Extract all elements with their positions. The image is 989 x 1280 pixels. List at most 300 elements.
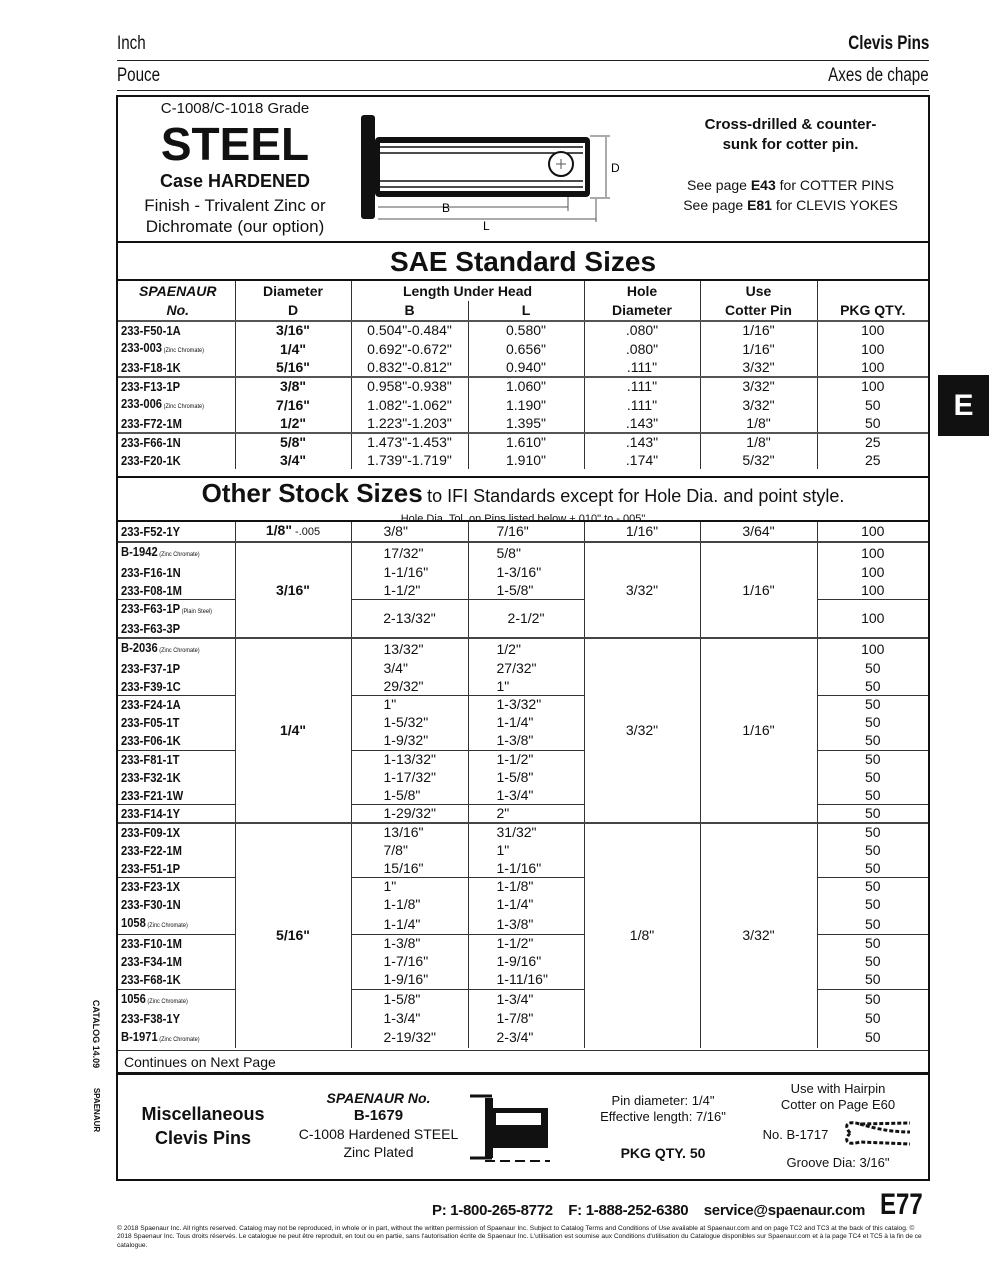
part-number-text: 233-F63-3P	[121, 620, 181, 636]
length-l: 1"	[468, 677, 584, 695]
pkg-qty: 25	[817, 433, 928, 451]
part-number	[118, 677, 235, 695]
see-cotter-pins[interactable]: See page E43 for COTTER PINS	[687, 177, 894, 193]
col-no: No.	[166, 302, 190, 318]
header-title-fr: Axes de chape	[828, 65, 929, 86]
part-number-wrap	[121, 339, 204, 359]
part-number-wrap	[121, 805, 180, 822]
diameter: 1/2"	[235, 415, 351, 433]
diameter: 3/4"	[235, 451, 351, 469]
table-row	[118, 433, 928, 451]
length-l: 1-5/8"	[468, 768, 584, 786]
part-number-text: 233-F66-1N	[121, 435, 181, 450]
part-number-text: 233-006	[121, 396, 163, 411]
product-box	[116, 95, 930, 1181]
length-l: 1-1/16"	[468, 859, 584, 877]
finish-note: (Plain Steel)	[180, 607, 213, 615]
cotter-pin: 1/8"	[700, 433, 817, 451]
length-l: 0.940"	[468, 359, 584, 377]
part-number-wrap	[121, 1010, 180, 1027]
pkg-qty: 100	[817, 638, 928, 659]
length-l: 1"	[468, 841, 584, 859]
part-number-wrap	[121, 953, 182, 970]
feature-note	[658, 115, 923, 155]
hole-diameter: .080"	[584, 339, 700, 359]
diameter: 1/4"	[235, 638, 351, 823]
hole-diameter: .080"	[584, 321, 700, 339]
pkg-qty: 50	[817, 677, 928, 695]
side-brand	[86, 990, 116, 1133]
part-number	[118, 522, 235, 542]
divider	[117, 60, 929, 61]
part-number	[118, 935, 235, 953]
part-number-text: 233-F06-1K	[121, 733, 181, 749]
finish-line2: Dichromate (our option)	[145, 217, 325, 236]
table-row	[118, 359, 928, 377]
finish-note: (Zinc Chromate)	[145, 922, 188, 929]
part-number	[118, 989, 235, 1010]
treatment: Case HARDENED	[159, 171, 311, 191]
pkg-qty: 50	[817, 841, 928, 859]
part-number-wrap	[121, 935, 182, 952]
finish-note: (Zinc Chromate)	[157, 551, 200, 558]
other-sizes-table	[118, 522, 928, 1048]
part-number	[118, 638, 235, 659]
part-number-wrap	[121, 860, 180, 877]
part-number-wrap	[121, 971, 181, 988]
length-l: 1.910"	[468, 451, 584, 469]
part-number	[118, 395, 235, 415]
part-number-wrap	[121, 769, 181, 786]
pkg-qty: 50	[817, 714, 928, 732]
part-number-text: 233-F52-1Y	[121, 524, 181, 539]
misc-clevis-pins	[118, 1072, 928, 1179]
length-b: 29/32"	[351, 677, 468, 695]
diameter: 3/16"	[235, 542, 351, 638]
col-hole-dia: Diameter	[584, 301, 700, 321]
length-b: 1-1/8"	[351, 896, 468, 914]
part-number-wrap	[121, 751, 179, 768]
part-number-wrap	[121, 678, 181, 695]
part-number-text: 233-F22-1M	[121, 842, 182, 858]
length-b: 1-9/16"	[351, 971, 468, 989]
hairpin-number: No. B-1717	[762, 1127, 829, 1142]
header-unit-fr: Pouce	[117, 65, 161, 86]
pkg-qty: 100	[817, 542, 928, 563]
pkg-qty: 50	[817, 805, 928, 824]
part-number	[118, 768, 235, 786]
part-number-text: 233-F72-1M	[121, 416, 182, 431]
tolerance-note: Hole Dia. Tol. on Pins listed below +.010" to -.005"	[400, 513, 646, 525]
misc-pkg-qty: PKG QTY. 50	[620, 1145, 706, 1161]
part-number	[118, 971, 235, 989]
finish-line1: Finish - Trivalent Zinc or	[144, 196, 326, 215]
part-number-text: 233-F34-1M	[121, 954, 182, 970]
part-number	[118, 859, 235, 877]
diameter: 7/16"	[235, 395, 351, 415]
cotter-pin: 3/32"	[700, 359, 817, 377]
col-spaenaur: SPAENAUR	[138, 282, 217, 299]
part-number-wrap	[121, 582, 182, 599]
hole-diameter: .111"	[584, 377, 700, 395]
part-number-text: 233-F16-1N	[121, 564, 181, 580]
length-l: 0.656"	[468, 339, 584, 359]
length-l: 7/16"	[468, 522, 584, 542]
finish-note: (Zinc Chromate)	[145, 997, 188, 1005]
pkg-qty: 50	[817, 659, 928, 677]
hole-diameter: 3/32"	[584, 638, 700, 823]
part-number-wrap	[121, 842, 182, 859]
length-l: 1-3/8"	[468, 732, 584, 750]
part-number	[118, 359, 235, 377]
part-number-text: 233-F68-1K	[121, 972, 181, 988]
pkg-qty: 50	[817, 953, 928, 971]
part-number-wrap	[121, 878, 180, 895]
diameter: 3/16"	[235, 321, 351, 339]
part-number	[118, 786, 235, 804]
cotter-pin: 1/8"	[700, 415, 817, 433]
length-l: 1-1/2"	[468, 935, 584, 953]
pkg-qty: 100	[817, 581, 928, 599]
length-b: 1.739"-1.719"	[351, 451, 468, 469]
finish-note: (Zinc Chromate)	[157, 647, 200, 655]
part-number-text: B-1942	[121, 544, 158, 559]
pkg-qty: 50	[817, 415, 928, 433]
part-number-wrap	[121, 620, 180, 637]
length-l: 31/32"	[468, 823, 584, 841]
misc-title: Miscellaneous Clevis Pins	[141, 1104, 265, 1148]
length-b: 17/32"	[351, 542, 468, 563]
cotter-pin: 1/16"	[700, 339, 817, 359]
pkg-qty: 50	[817, 1010, 928, 1028]
length-b: 1-5/32"	[351, 714, 468, 732]
length-b: 3/4"	[351, 659, 468, 677]
length-l: 0.580"	[468, 321, 584, 339]
part-number-text: 233-F08-1M	[121, 582, 182, 598]
catalog-version: CATALOG 14.09	[91, 999, 101, 1069]
part-number-wrap	[121, 452, 181, 469]
col-diameter: Diameter	[235, 281, 351, 301]
part-number	[118, 841, 235, 859]
part-number	[118, 659, 235, 677]
header-unit-en: Inch	[117, 33, 146, 54]
label-b: B	[442, 201, 451, 215]
phone[interactable]: P: 1-800-265-8772	[431, 1202, 553, 1219]
cotter-pin: 3/32"	[700, 823, 817, 1048]
cotter-pin: 1/16"	[700, 638, 817, 823]
grade: C-1008/C-1018 Grade	[160, 100, 310, 117]
diameter-tolerance: -.005	[291, 526, 321, 538]
hole-diameter: .174"	[584, 451, 700, 469]
pkg-qty: 50	[817, 695, 928, 713]
length-b: 1-7/16"	[351, 953, 468, 971]
part-number-wrap	[121, 378, 180, 395]
pkg-qty: 50	[817, 1028, 928, 1048]
hairpin-note: Use with Hairpin Cotter on Page E60	[780, 1081, 896, 1112]
part-number	[118, 599, 235, 620]
label-d: D	[611, 161, 620, 175]
see-clevis-yokes[interactable]: See page E81 for CLEVIS YOKES	[683, 197, 898, 213]
pkg-qty: 100	[817, 599, 928, 638]
finish-note: (Zinc Chromate)	[162, 347, 204, 354]
table-row	[118, 415, 928, 433]
part-number	[118, 620, 235, 638]
cotter-pin: 3/64"	[700, 522, 817, 542]
part-number-wrap	[121, 639, 200, 659]
part-number-text: 233-F21-1W	[121, 787, 184, 803]
part-number-text: 233-F13-1P	[121, 379, 181, 394]
pkg-qty: 50	[817, 914, 928, 935]
length-l: 1.060"	[468, 377, 584, 395]
hairpin-cotter-icon	[840, 1118, 915, 1148]
col-length: Length Under Head	[351, 281, 584, 301]
part-number-wrap	[121, 732, 181, 749]
diameter: 5/16"	[235, 359, 351, 377]
sae-section-title: SAE Standard Sizes	[118, 243, 928, 281]
part-number	[118, 732, 235, 750]
finish-note: (Zinc Chromate)	[162, 403, 204, 410]
pkg-qty: 50	[817, 989, 928, 1010]
length-l: 2-3/4"	[468, 1028, 584, 1048]
misc-pin-drawing	[470, 1093, 560, 1163]
part-number	[118, 321, 235, 339]
part-number-wrap	[121, 714, 179, 731]
length-b: 1-29/32"	[351, 805, 468, 824]
part-number-text: 1058	[121, 915, 146, 930]
cotter-pin: 3/32"	[700, 395, 817, 415]
sae-sizes-table	[118, 281, 928, 469]
part-number	[118, 714, 235, 732]
length-l: 1.395"	[468, 415, 584, 433]
part-number-text: 233-F81-1T	[121, 751, 180, 767]
part-number	[118, 750, 235, 768]
length-b: 1-3/8"	[351, 935, 468, 953]
part-number-text: 233-F37-1P	[121, 660, 181, 676]
part-number-text: 233-F05-1T	[121, 715, 180, 731]
part-number-wrap	[121, 914, 188, 934]
page-number: E77	[880, 1188, 923, 1221]
part-number-text: 233-F18-1K	[121, 360, 181, 375]
length-l: 1-9/16"	[468, 953, 584, 971]
hole-diameter: 1/16"	[584, 522, 700, 542]
part-number-text: 1056	[121, 990, 146, 1006]
part-number-text: B-1971	[121, 1028, 158, 1044]
label-l: L	[483, 219, 490, 232]
part-number-wrap	[121, 564, 181, 581]
length-b: 1.082"-1.062"	[351, 395, 468, 415]
divider	[117, 90, 929, 91]
length-b: 1.473"-1.453"	[351, 433, 468, 451]
diameter: 1/8" -.005	[235, 522, 351, 542]
length-b: 0.832"-0.812"	[351, 359, 468, 377]
length-l: 1-3/16"	[468, 563, 584, 581]
product-intro	[118, 97, 928, 243]
other-subtitle: to IFI Standards except for Hole Dia. and point style.	[427, 486, 845, 506]
table-row	[118, 377, 928, 395]
misc-spec: Pin diameter: 1/4" Effective length: 7/16"	[600, 1093, 726, 1124]
part-number	[118, 542, 235, 563]
part-number	[118, 914, 235, 935]
material: STEEL	[160, 118, 310, 170]
length-l: 1-11/16"	[468, 971, 584, 989]
length-l: 1-1/2"	[468, 750, 584, 768]
misc-part-number: B-1679	[353, 1107, 404, 1124]
length-l: 27/32"	[468, 659, 584, 677]
cotter-pin: 5/32"	[700, 451, 817, 469]
pkg-qty: 25	[817, 451, 928, 469]
length-b: 7/8"	[351, 841, 468, 859]
part-number-text: 233-F38-1Y	[121, 1011, 181, 1027]
length-b: 1-3/4"	[351, 1010, 468, 1028]
table-row	[118, 542, 928, 563]
hole-diameter: .143"	[584, 415, 700, 433]
length-b: 1"	[351, 878, 468, 896]
col-l: L	[468, 301, 584, 321]
part-number	[118, 823, 235, 841]
table-row	[118, 638, 928, 659]
cotter-pin: 1/16"	[700, 542, 817, 638]
part-number-wrap	[121, 395, 204, 415]
diameter: 5/16"	[235, 823, 351, 1048]
length-b: 15/16"	[351, 859, 468, 877]
length-l: 1-3/4"	[468, 786, 584, 804]
length-l: 1/2"	[468, 638, 584, 659]
part-number-text: 233-F32-1K	[121, 769, 181, 785]
part-number-text: 233-F50-1A	[121, 323, 181, 338]
part-number-wrap	[121, 1028, 200, 1048]
diameter: 3/8"	[235, 377, 351, 395]
diameter: 5/8"	[235, 433, 351, 451]
part-number	[118, 377, 235, 395]
hole-diameter: .111"	[584, 359, 700, 377]
part-number-text: 233-003	[121, 340, 163, 355]
part-number-text: 233-F14-1Y	[121, 806, 181, 822]
part-number-wrap	[121, 523, 180, 540]
length-l: 1-1/4"	[468, 896, 584, 914]
length-b: 1.223"-1.203"	[351, 415, 468, 433]
other-stock-title	[118, 476, 928, 525]
col-cotter: Cotter Pin	[700, 301, 817, 321]
length-l: 1-5/8"	[468, 581, 584, 599]
pkg-qty: 50	[817, 859, 928, 877]
pkg-qty: 50	[817, 750, 928, 768]
see-pages	[658, 175, 923, 215]
part-number-wrap	[121, 415, 182, 432]
pkg-qty: 100	[817, 321, 928, 339]
table-row	[118, 395, 928, 415]
length-b: 0.958"-0.938"	[351, 377, 468, 395]
part-number-text: B-2036	[121, 640, 158, 656]
pkg-qty: 50	[817, 971, 928, 989]
part-number-text: 233-F09-1X	[121, 825, 181, 841]
spaenaur-logo: SPAENAUR	[92, 1087, 101, 1133]
part-number	[118, 563, 235, 581]
pkg-qty: 100	[817, 377, 928, 395]
cotter-pin: 3/32"	[700, 377, 817, 395]
length-l: 5/8"	[468, 542, 584, 563]
pkg-qty: 100	[817, 563, 928, 581]
hole-diameter: .111"	[584, 395, 700, 415]
part-number-text: 233-F63-1P	[121, 600, 181, 616]
col-use: Use	[700, 281, 817, 301]
part-number	[118, 953, 235, 971]
table-row	[118, 823, 928, 841]
pkg-qty: 50	[817, 823, 928, 841]
length-b: 13/16"	[351, 823, 468, 841]
table-row	[118, 321, 928, 339]
pkg-qty: 50	[817, 878, 928, 896]
feature-line2: sunk for cotter pin.	[722, 136, 859, 153]
table-row	[118, 339, 928, 359]
part-number-wrap	[121, 660, 180, 677]
table-row	[118, 451, 928, 469]
part-number-wrap	[121, 990, 188, 1010]
length-b: 1-1/16"	[351, 563, 468, 581]
length-l: 1.610"	[468, 433, 584, 451]
length-b: 1-1/4"	[351, 914, 468, 935]
pkg-qty: 100	[817, 339, 928, 359]
hole-diameter: .143"	[584, 433, 700, 451]
col-d: D	[235, 301, 351, 321]
part-number-text: 233-F20-1K	[121, 452, 181, 468]
part-number	[118, 805, 235, 824]
length-l: 1-7/8"	[468, 1010, 584, 1028]
part-number	[118, 878, 235, 896]
email-link[interactable]: service@spaenaur.com	[703, 1202, 865, 1219]
length-b: 13/32"	[351, 638, 468, 659]
part-number-wrap	[121, 787, 183, 804]
pkg-qty: 50	[817, 395, 928, 415]
copyright: © 2018 Spaenaur Inc. All rights reserved. Catalog may not be reproduced, in whole or in part, without the written permission of Spaenaur Inc. Subject to Catalog Terms and Conditions of Use available at Spaenaur.com and on page TC2 and TC3 at the back of this catalog. © 2018 Spaenaur Inc. Tous droits réservés. Le catalogue ne peut être reproduit, en tout ou en partie, sans l'autorisation écrite de Spaenaur Inc. L'utilisation est soumise aux Conditions d'utilisation du Catalogue disponibles sur Spaenaur.com et à la page TC4 et TC5 à la fin de ce catalogue.	[117, 1225, 922, 1249]
hole-diameter: 1/8"	[584, 823, 700, 1048]
part-number	[118, 1028, 235, 1048]
length-l: 1.190"	[468, 395, 584, 415]
part-number	[118, 433, 235, 451]
length-l: 1-3/32"	[468, 695, 584, 713]
part-number-text: 233-F39-1C	[121, 678, 181, 694]
col-pkg-qty: PKG QTY.	[817, 301, 928, 321]
length-b: 3/8"	[351, 522, 468, 542]
diameter: 1/4"	[235, 339, 351, 359]
col-hole: Hole	[584, 281, 700, 301]
part-number-wrap	[121, 322, 181, 339]
part-number-wrap	[121, 696, 181, 713]
footer-contact	[290, 1202, 865, 1219]
part-number	[118, 1010, 235, 1028]
section-tab-e[interactable]: E	[938, 375, 989, 436]
part-number-wrap	[121, 896, 181, 913]
part-number-wrap	[121, 824, 180, 841]
length-l: 1-3/4"	[468, 989, 584, 1010]
length-b: 1-1/2"	[351, 581, 468, 599]
length-b: 1"	[351, 695, 468, 713]
pkg-qty: 50	[817, 786, 928, 804]
part-number	[118, 339, 235, 359]
continues-note: Continues on Next Page	[118, 1050, 928, 1072]
pkg-qty: 50	[817, 896, 928, 914]
part-number-text: 233-F23-1X	[121, 879, 181, 895]
length-l: 1-1/8"	[468, 878, 584, 896]
part-number-text: 233-F24-1A	[121, 697, 181, 713]
cotter-pin: 1/16"	[700, 321, 817, 339]
part-number	[118, 581, 235, 599]
misc-part: SPAENAUR No. B-1679 C-1008 Hardened STEEL Zinc Plated	[296, 1089, 461, 1161]
part-number-wrap	[121, 600, 212, 620]
pkg-qty: 100	[817, 359, 928, 377]
length-b: 1-9/32"	[351, 732, 468, 750]
groove-dia: Groove Dia: 3/16"	[786, 1155, 890, 1170]
clevis-pin-drawing	[358, 107, 648, 232]
